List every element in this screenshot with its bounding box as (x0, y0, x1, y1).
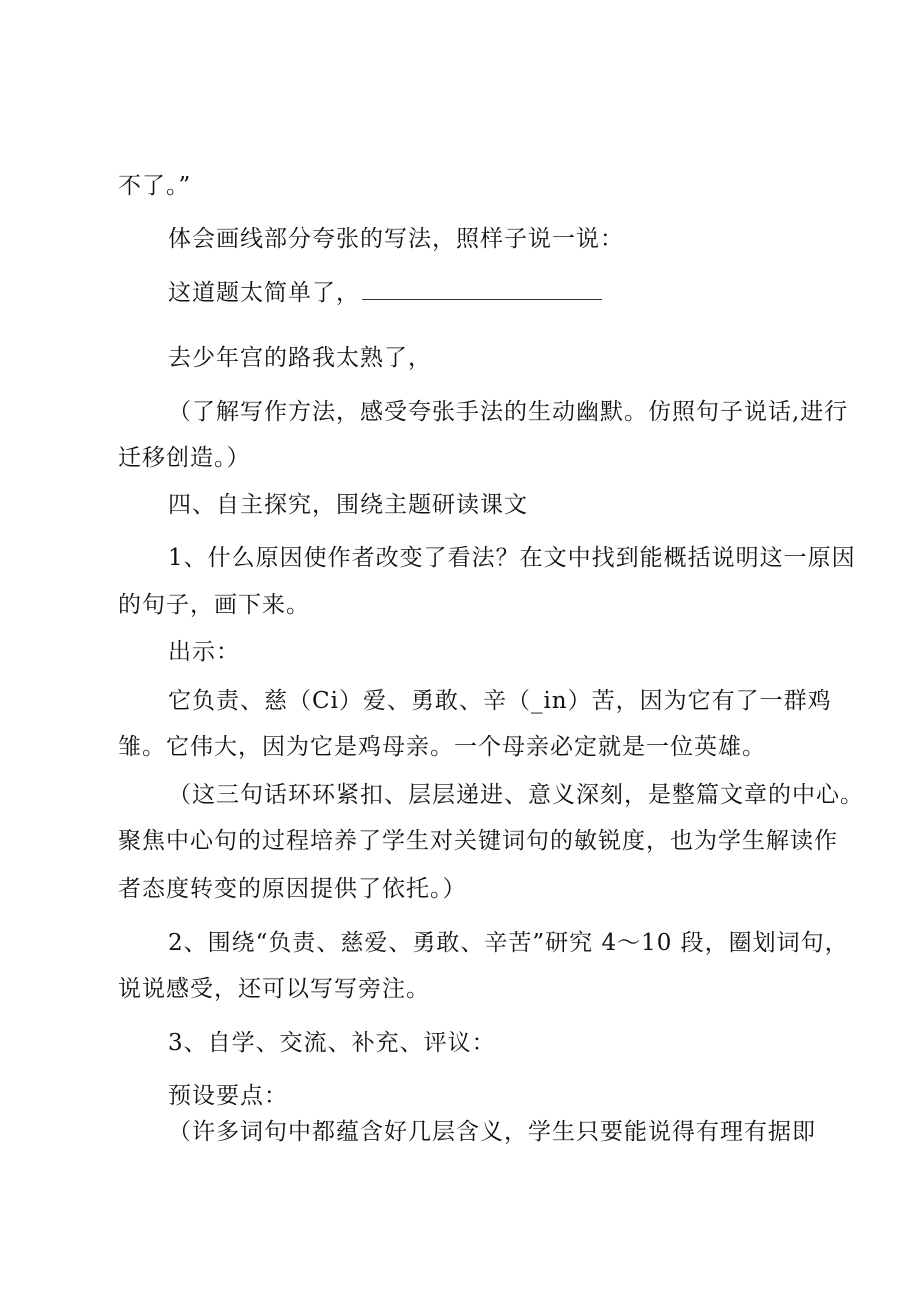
text-line-17: 说说感受，还可以写写旁注。 (118, 976, 430, 1002)
text-line-11: 它负责、慈（Ci）爱、勇敢、辛（_in）苦，因为它有了一群鸡 (168, 688, 832, 714)
section-heading-4: 四、自主探究，围绕主题研读课文 (168, 492, 528, 518)
text-line-5: （了解写作方法，感受夸张手法的生动幽默。仿照句子说话,进行 (168, 399, 849, 425)
text-line-3-content: 这道题太简单了， (168, 280, 360, 306)
text-line-3 (168, 277, 602, 308)
text-line-2: 体会画线部分夸张的写法，照样子说一说： (168, 226, 624, 252)
text-line-6: 迁移创造。） (118, 445, 251, 471)
text-line-1: 不了。” (118, 173, 192, 199)
text-line-16: 2、围绕“负责、慈爱、勇敢、辛苦”研究 4～10 段，圈划词句， (168, 930, 849, 956)
text-line-9: 的句子，画下来。 (118, 592, 310, 618)
text-line-15: 者态度转变的原因提供了依托。） (118, 876, 467, 902)
text-line-20: （许多词句中都蕴含好几层含义，学生只要能说得有理有据即 (168, 1119, 816, 1145)
text-line-8: 1、什么原因使作者改变了看法？在文中找到能概括说明这一原因 (168, 545, 856, 571)
text-line-12: 雏。它伟大，因为它是鸡母亲。一个母亲必定就是一位英雄。 (118, 734, 766, 760)
answer-blank-underline (362, 277, 602, 300)
text-line-14: 聚焦中心句的过程培养了学生对关键词句的敏锐度，也为学生解读作 (118, 828, 838, 854)
text-line-18: 3、自学、交流、补充、评议： (168, 1030, 496, 1056)
text-line-10: 出示： (168, 639, 240, 665)
text-line-13: （这三句话环环紧扣、层层递进、意义深刻，是整篇文章的中心。 (168, 782, 864, 808)
text-line-19: 预设要点： (168, 1083, 288, 1109)
text-line-4: 去少年宫的路我太熟了， (168, 345, 432, 371)
